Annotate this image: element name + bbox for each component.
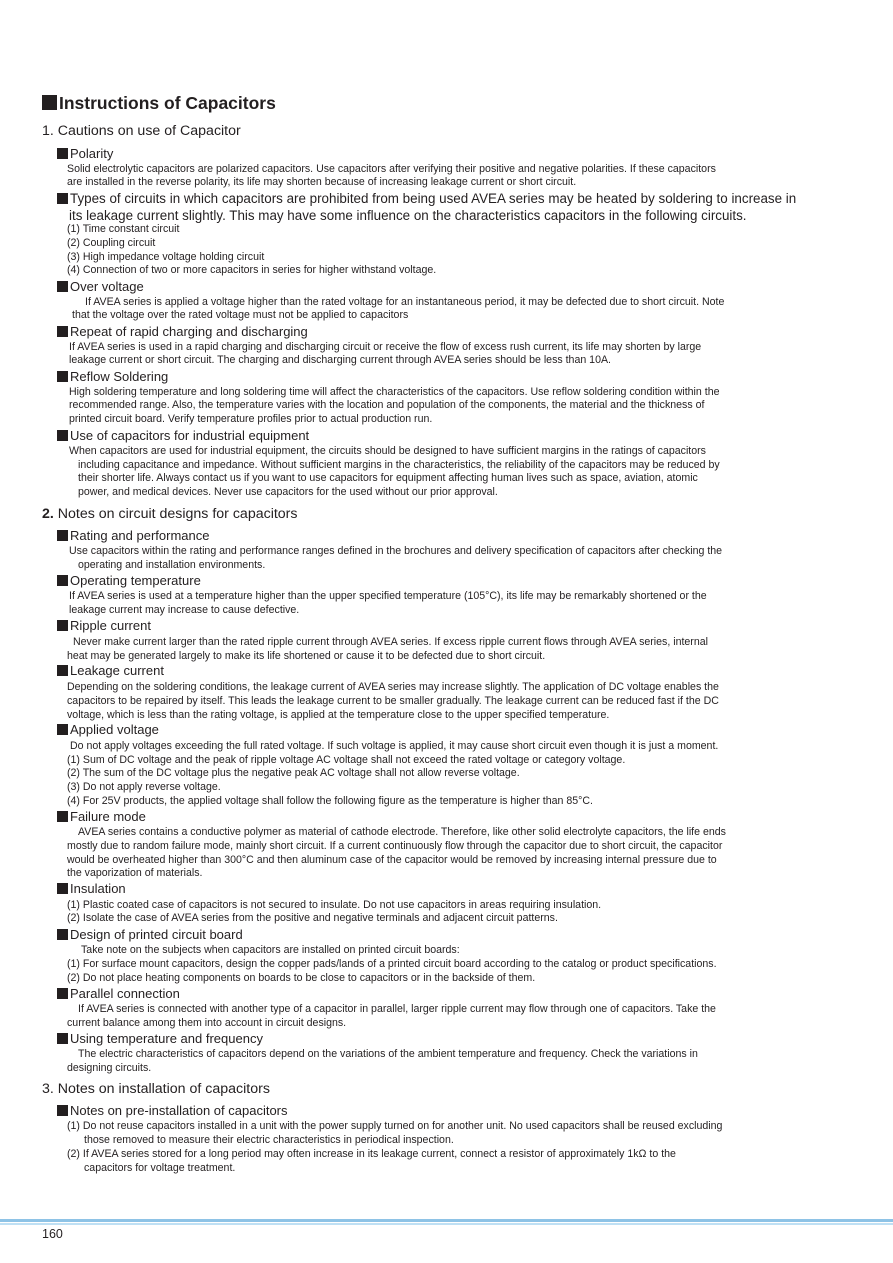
- list-item: (1) Plastic coated case of capacitors is not secured to insulate. Do not use capacitors in areas requiring insulation.: [67, 899, 602, 911]
- subheading-text: Reflow Soldering: [70, 369, 169, 384]
- subheading-text: Over voltage: [70, 279, 144, 294]
- subheading-rapid-charging: [57, 324, 308, 339]
- subheading-operating-temperature: [57, 573, 201, 588]
- square-bullet-icon: [57, 811, 68, 822]
- footer-divider-light: [0, 1223, 893, 1225]
- subheading-applied-voltage: [57, 722, 159, 737]
- square-bullet-icon: [57, 988, 68, 999]
- subheading-parallel-connection: [57, 986, 180, 1001]
- section-heading-text: Notes on circuit designs for capacitors: [53, 506, 298, 522]
- square-bullet-icon: [57, 281, 68, 292]
- subheading-over-voltage: [57, 279, 144, 294]
- subheading-text: Applied voltage: [70, 722, 159, 737]
- section-2-heading: [42, 506, 298, 522]
- paragraph-line: operating and installation environments.: [78, 559, 266, 571]
- section-1-heading: 1. Cautions on use of Capacitor: [42, 123, 241, 139]
- subheading-text: Use of capacitors for industrial equipment: [70, 428, 310, 443]
- square-bullet-icon: [57, 665, 68, 676]
- paragraph-line: If AVEA series is used at a temperature higher than the upper specified temperature (105°C), its life may be remarkably shortened or the: [69, 590, 707, 602]
- square-bullet-icon: [57, 1033, 68, 1044]
- subheading-text: Insulation: [70, 881, 126, 896]
- list-item: (1) Sum of DC voltage and the peak of ripple voltage AC voltage shall not exceed the rated voltage or category voltage.: [67, 754, 626, 766]
- page-title-text: Instructions of Capacitors: [59, 93, 276, 113]
- square-bullet-icon: [42, 95, 57, 110]
- paragraph-line: are installed in the reverse polarity, its life may shorten because of increasing leakage current or short circuit.: [67, 176, 577, 188]
- list-item: (1) Time constant circuit: [67, 223, 180, 235]
- square-bullet-icon: [57, 530, 68, 541]
- paragraph-line: would be overheated higher than 300°C and then aluminum case of the capacitor would be removed by increasing internal pressure due to: [67, 854, 717, 866]
- subheading-text: Parallel connection: [70, 986, 180, 1001]
- paragraph-line: mostly due to random failure mode, mainly short circuit. If a current continuously flow through the capacitor due to short circuit, the capacitor: [67, 840, 723, 852]
- paragraph-line: voltage, which is less than the rating voltage, is applied at the temperature close to the upper specified temperature.: [67, 709, 610, 721]
- list-item: (1) Do not reuse capacitors installed in a unit with the power supply turned on for another unit. No used capacitors shall be reused excluding: [67, 1120, 723, 1132]
- subheading-text: Failure mode: [70, 809, 146, 824]
- square-bullet-icon: [57, 929, 68, 940]
- subheading-text: Notes on pre-installation of capacitors: [70, 1103, 288, 1118]
- square-bullet-icon: [57, 575, 68, 586]
- subheading-types-cont: its leakage current slightly. This may have some influence on the characteristics capacitors in the following circuits.: [69, 208, 747, 223]
- paragraph-line: If AVEA series is applied a voltage higher than the rated voltage for an instantaneous period, it may be defected due to short circuit. Note: [85, 296, 725, 308]
- list-item: (3) High impedance voltage holding circuit: [67, 251, 265, 263]
- list-item: (2) Coupling circuit: [67, 237, 156, 249]
- subheading-text: Operating temperature: [70, 573, 201, 588]
- square-bullet-icon: [57, 1105, 68, 1116]
- subheading-reflow: [57, 369, 168, 384]
- paragraph-line: capacitors to be repaired by itself. This leads the leakage current to be smaller gradually. The leakage current can be reduced fast if the DC: [67, 695, 719, 707]
- paragraph-line: that the voltage over the rated voltage must not be applied to capacitors: [72, 309, 409, 321]
- subheading-polarity: [57, 146, 113, 161]
- paragraph-line: heat may be generated largely to make its life shortened or cause it to be defected due to short circuit.: [67, 650, 546, 662]
- list-item: capacitors for voltage treatment.: [84, 1162, 236, 1174]
- list-item: (2) If AVEA series stored for a long period may often increase in its leakage current, connect a resistor of approximately 1kΩ to the: [67, 1148, 676, 1160]
- subheading-text: Ripple current: [70, 618, 151, 633]
- list-item: (4) Connection of two or more capacitors in series for higher withstand voltage.: [67, 264, 437, 276]
- paragraph-line: If AVEA series is used in a rapid charging and discharging circuit or receive the flow of excess rush current, its life may shorten by large: [69, 341, 702, 353]
- paragraph-line: Never make current larger than the rated ripple current through AVEA series. If excess ripple current flows through AVEA series, internal: [73, 636, 708, 648]
- subheading-types: [57, 191, 796, 206]
- subheading-leakage-current: [57, 663, 164, 678]
- list-item: (1) For surface mount capacitors, design the copper pads/lands of a printed circuit board according to the catalog or product specifications.: [67, 958, 717, 970]
- square-bullet-icon: [57, 883, 68, 894]
- subheading-industrial: [57, 428, 309, 443]
- subheading-text: Repeat of rapid charging and discharging: [70, 324, 308, 339]
- paragraph-line: Depending on the soldering conditions, the leakage current of AVEA series may increase slightly. The application of DC voltage enables the: [67, 681, 719, 693]
- footer-divider: [0, 1219, 893, 1222]
- paragraph-line: If AVEA series is connected with another type of a capacitor in parallel, larger ripple current may flow through one of capacitors. Take the: [78, 1003, 716, 1015]
- square-bullet-icon: [57, 371, 68, 382]
- list-item: (3) Do not apply reverse voltage.: [67, 781, 221, 793]
- subheading-temperature-frequency: [57, 1031, 263, 1046]
- paragraph-line: leakage current may increase to cause defective.: [69, 604, 300, 616]
- list-item: (2) Isolate the case of AVEA series from the positive and negative terminals and adjacent circuit patterns.: [67, 912, 558, 924]
- square-bullet-icon: [57, 724, 68, 735]
- paragraph-line: High soldering temperature and long soldering time will affect the characteristics of the capacitors. Use reflow soldering condition within the: [69, 386, 720, 398]
- subheading-insulation: [57, 881, 126, 896]
- paragraph-line: AVEA series contains a conductive polymer as material of cathode electrode. Therefore, like other solid electrolyte capacitors, the life ends: [78, 826, 726, 838]
- paragraph-line: leakage current or short circuit. The charging and discharging current through AVEA series should be less than 10A.: [69, 354, 611, 366]
- page-number: 160: [42, 1227, 63, 1241]
- paragraph-line: Take note on the subjects when capacitors are installed on printed circuit boards:: [81, 944, 460, 956]
- paragraph-line: The electric characteristics of capacitors depend on the variations of the ambient temperature and frequency. Check the variations in: [78, 1048, 698, 1060]
- list-item: those removed to measure their electric characteristics in periodical inspection.: [84, 1134, 454, 1146]
- paragraph-line: printed circuit board. Verify temperature profiles prior to actual production run.: [69, 413, 433, 425]
- paragraph-line: recommended range. Also, the temperature varies with the location and population of the components, the material and the thickness of: [69, 399, 705, 411]
- section-number: 2.: [42, 506, 54, 522]
- subheading-failure-mode: [57, 809, 146, 824]
- subheading-text: Polarity: [70, 146, 114, 161]
- section-3-heading: 3. Notes on installation of capacitors: [42, 1081, 270, 1097]
- subheading-text: Using temperature and frequency: [70, 1031, 263, 1046]
- subheading-text: Rating and performance: [70, 528, 210, 543]
- paragraph-line: Do not apply voltages exceeding the full rated voltage. If such voltage is applied, it may cause short circuit even though it is just a moment.: [70, 740, 719, 752]
- paragraph-line: designing circuits.: [67, 1062, 152, 1074]
- subheading-pre-installation: [57, 1103, 288, 1118]
- paragraph-line: Use capacitors within the rating and performance ranges defined in the brochures and delivery specification of capacitors after checking the: [69, 545, 723, 557]
- paragraph-line: their shorter life. Always contact us if you want to use capacitors for equipment affecting human lives such as space, aviation, atomic: [78, 472, 698, 484]
- subheading-text: Types of circuits in which capacitors are prohibited from being used AVEA series may be heated by soldering to increase in: [70, 191, 797, 206]
- paragraph-line: current balance among them into account in circuit designs.: [67, 1017, 347, 1029]
- subheading-text: Design of printed circuit board: [70, 927, 243, 942]
- subheading-text: Leakage current: [70, 663, 164, 678]
- square-bullet-icon: [57, 430, 68, 441]
- square-bullet-icon: [57, 193, 68, 204]
- paragraph-line: Solid electrolytic capacitors are polarized capacitors. Use capacitors after verifying their positive and negative polarities. If these capacitors: [67, 163, 716, 175]
- paragraph-line: power, and medical devices. Never use capacitors for the used without our prior approval.: [78, 486, 498, 498]
- subheading-pcb-design: [57, 927, 243, 942]
- subheading-rating: [57, 528, 209, 543]
- list-item: (4) For 25V products, the applied voltage shall follow the following figure as the temperature is higher than 85°C.: [67, 795, 593, 807]
- subheading-ripple-current: [57, 618, 151, 633]
- paragraph-line: including capacitance and impedance. Without sufficient margins in the characteristics, the reliability of the capacitors may be reduced by: [78, 459, 720, 471]
- paragraph-line: the vaporization of materials.: [67, 867, 203, 879]
- paragraph-line: When capacitors are used for industrial equipment, the circuits should be designed to have sufficient margins in the ratings of capacitors: [69, 445, 706, 457]
- square-bullet-icon: [57, 148, 68, 159]
- square-bullet-icon: [57, 620, 68, 631]
- page-title: [42, 93, 276, 114]
- square-bullet-icon: [57, 326, 68, 337]
- list-item: (2) The sum of the DC voltage plus the negative peak AC voltage shall not allow reverse voltage.: [67, 767, 520, 779]
- list-item: (2) Do not place heating components on boards to be close to capacitors or in the backside of them.: [67, 972, 536, 984]
